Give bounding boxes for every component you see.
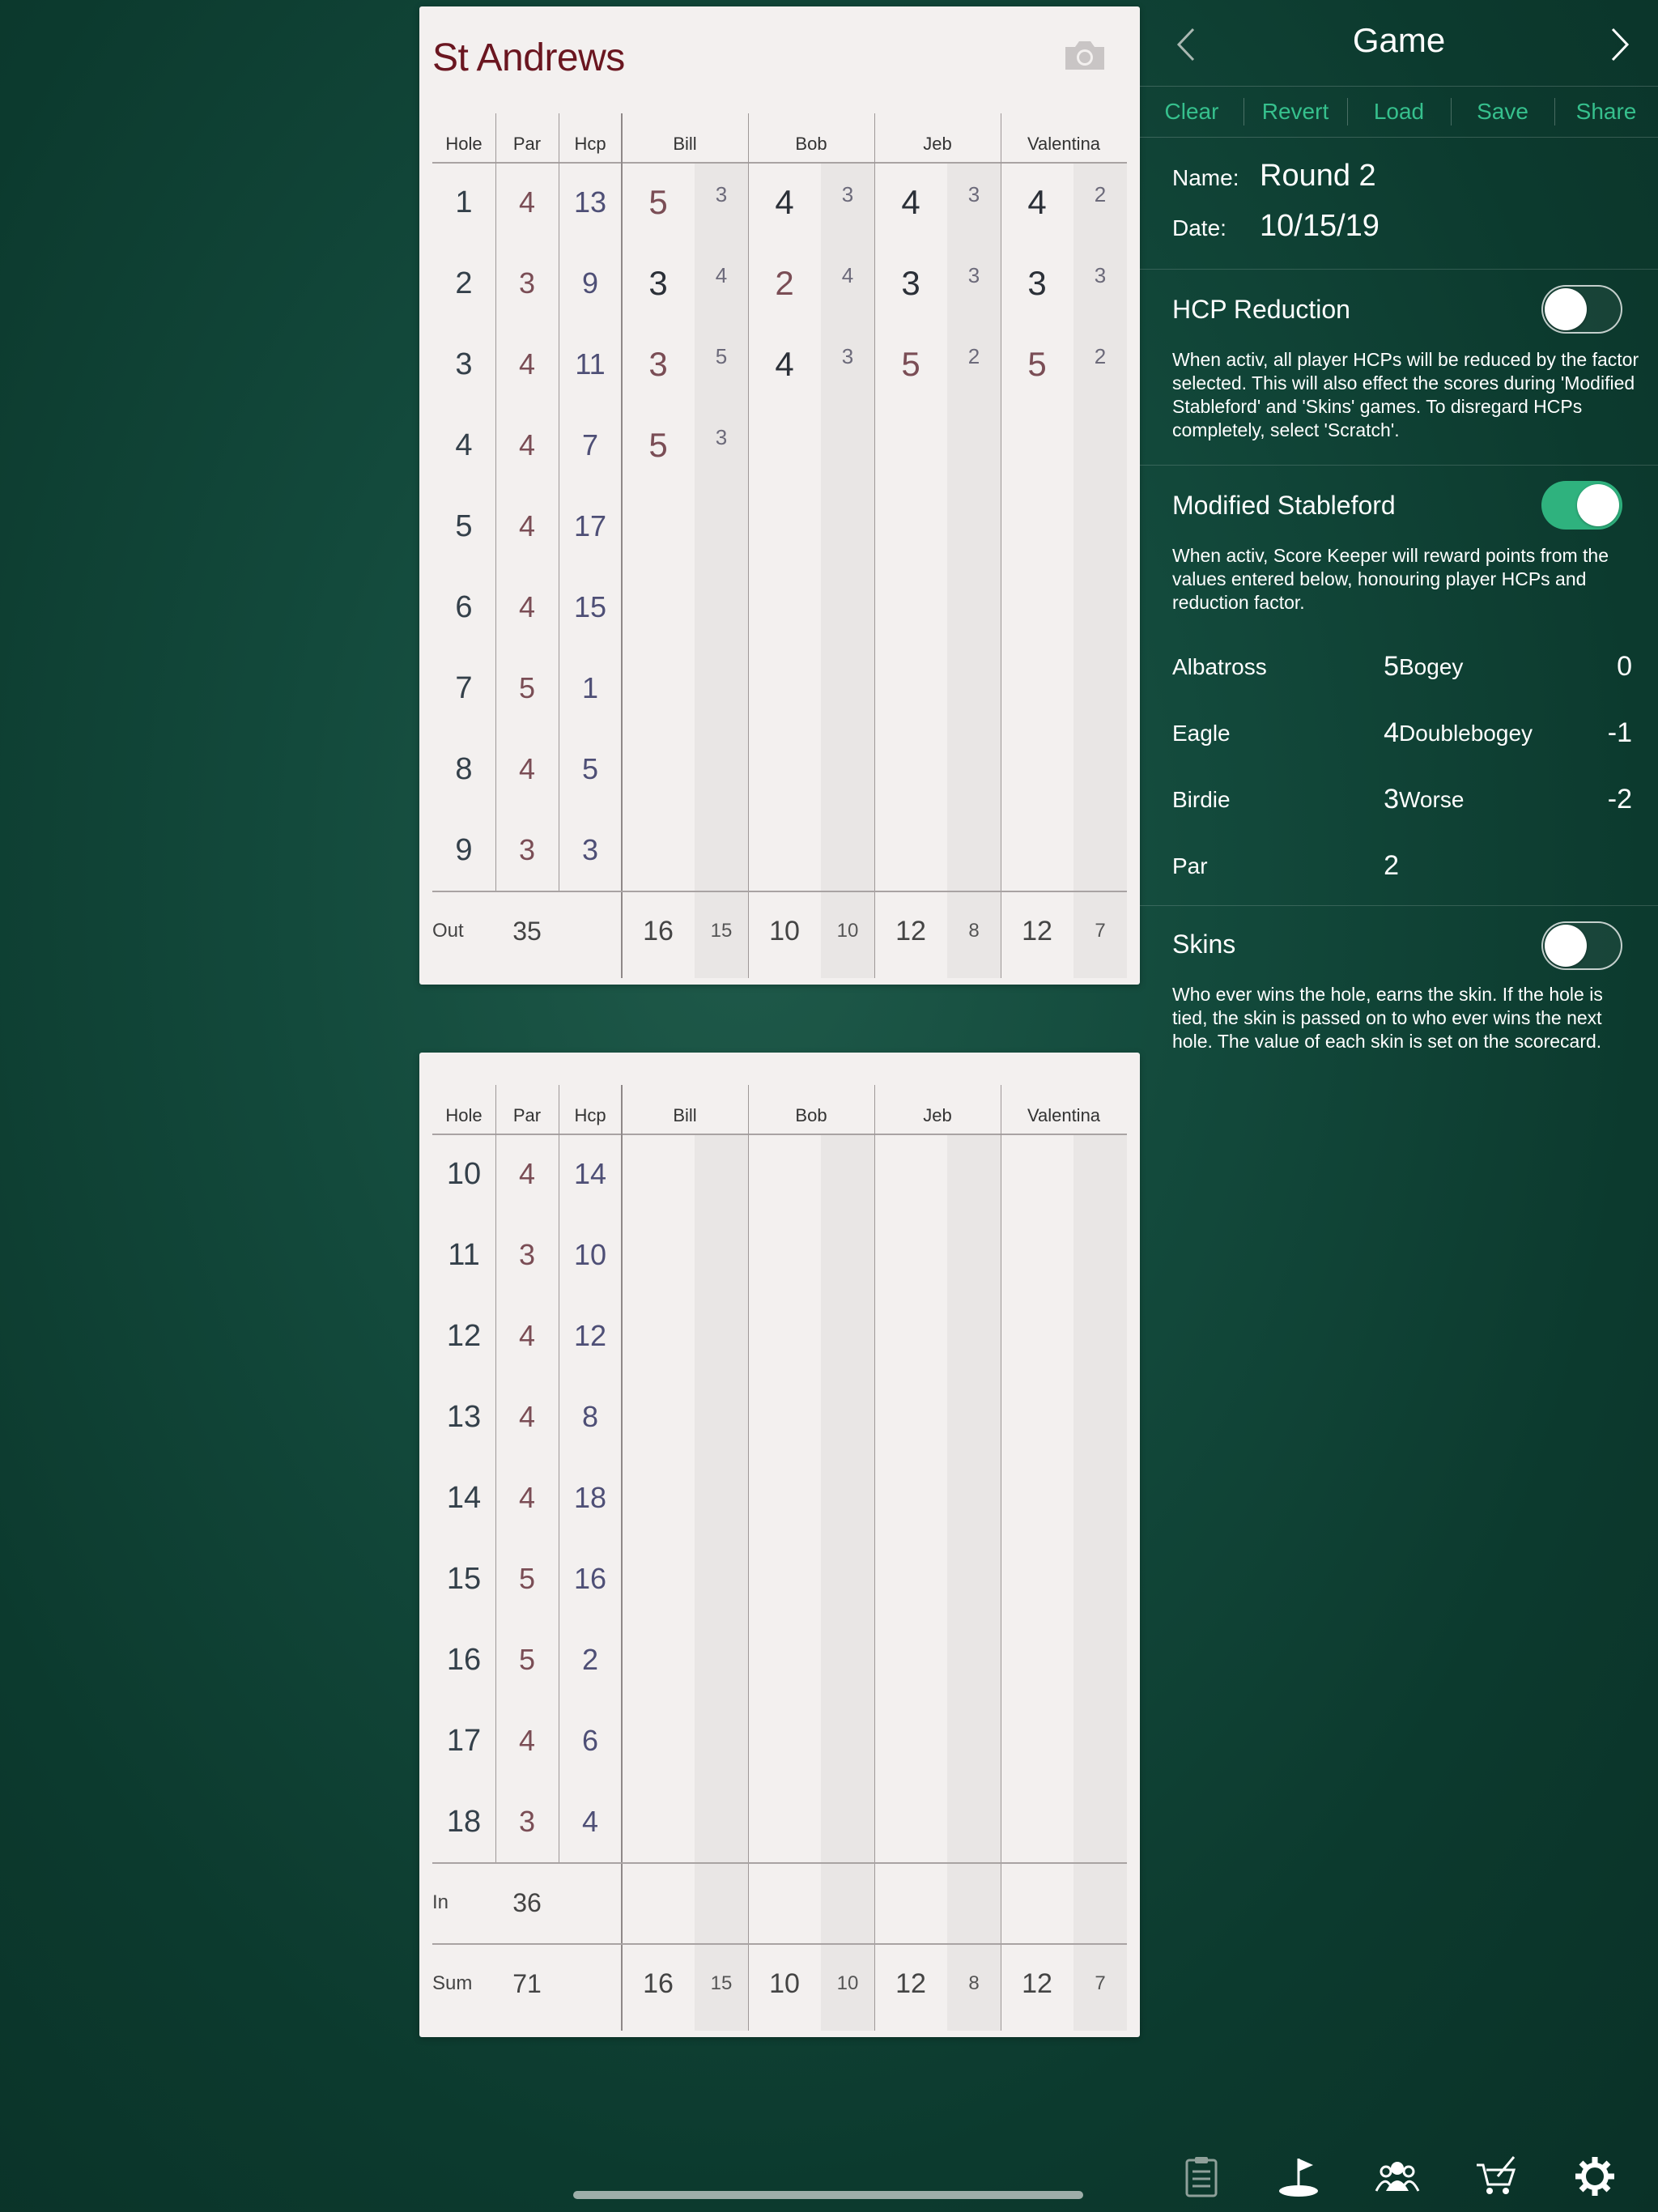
hole-row <box>432 243 1127 324</box>
player-stroke-score[interactable]: 4 <box>901 183 920 221</box>
hole-number: 16 <box>446 1643 482 1677</box>
action-toolbar <box>1140 86 1658 138</box>
hole-row <box>432 729 1127 810</box>
hole-par: 4 <box>518 509 536 542</box>
summary-par: 71 <box>512 1969 542 1998</box>
header-hcp: Hcp <box>574 1105 606 1125</box>
player-stableford-points <box>947 729 1001 810</box>
front-nine-grid <box>432 113 1127 978</box>
player-stroke-score[interactable] <box>1001 567 1073 648</box>
skins-toggle[interactable] <box>1541 921 1622 970</box>
stableford-title: Modified Stableford <box>1172 491 1396 520</box>
player-stroke-score[interactable] <box>622 729 695 810</box>
hole-hcp: 13 <box>573 185 607 219</box>
player-stroke-score[interactable] <box>1001 486 1073 567</box>
header-player-name: Bob <box>795 134 827 154</box>
hole-par: 4 <box>518 1724 536 1757</box>
player-total-strokes: 12 <box>1022 916 1052 946</box>
player-stableford-points <box>1073 729 1127 810</box>
hole-row <box>432 1781 1127 1862</box>
player-total-points: 10 <box>836 1972 859 1994</box>
hole-par: 5 <box>518 1643 536 1676</box>
home-indicator <box>573 2191 1083 2199</box>
player-stableford-points: 3 <box>967 263 980 287</box>
hole-row <box>432 1619 1127 1700</box>
player-stableford-points: 4 <box>715 263 728 287</box>
player-stroke-score[interactable] <box>748 729 821 810</box>
hole-par: 4 <box>518 752 536 785</box>
summary-par: 36 <box>512 1888 542 1917</box>
player-stableford-points <box>947 486 1001 567</box>
player-total-strokes: 10 <box>769 1968 800 1999</box>
player-stableford-points <box>1073 567 1127 648</box>
settings-gear-icon[interactable] <box>1572 2154 1618 2199</box>
hole-row <box>432 1295 1127 1376</box>
player-stableford-points <box>821 486 874 567</box>
player-stroke-score[interactable]: 2 <box>775 264 794 302</box>
player-stableford-points <box>821 567 874 648</box>
player-total-points: 8 <box>968 920 980 942</box>
hole-number: 13 <box>446 1400 482 1434</box>
hole-number: 17 <box>446 1724 482 1758</box>
toggle-knob <box>1577 484 1619 526</box>
player-stableford-points <box>947 567 1001 648</box>
hole-par: 3 <box>518 266 536 300</box>
player-stroke-score[interactable] <box>748 405 821 486</box>
player-total-strokes: 12 <box>1022 1968 1052 1999</box>
hole-hcp: 5 <box>581 752 599 785</box>
header-player-name: Jeb <box>923 1105 952 1125</box>
hole-row <box>432 810 1127 891</box>
player-stableford-points: 2 <box>1094 182 1107 206</box>
albatross-label: Albatross <box>1172 654 1267 679</box>
player-stableford-points <box>821 810 874 891</box>
hole-number: 7 <box>455 671 473 705</box>
player-total-points: 7 <box>1095 1972 1106 1994</box>
player-stroke-score[interactable]: 5 <box>648 183 668 221</box>
player-stroke-score[interactable] <box>622 648 695 729</box>
header-hole: Hole <box>445 134 483 154</box>
hole-number: 12 <box>446 1319 482 1353</box>
player-stableford-points <box>821 648 874 729</box>
hole-row <box>432 1376 1127 1457</box>
birdie-points[interactable]: 3 <box>1384 784 1399 815</box>
hole-hcp: 2 <box>581 1643 599 1676</box>
player-stroke-score[interactable]: 5 <box>901 345 920 383</box>
player-total-points: 7 <box>1095 920 1106 942</box>
header-player-name: Bill <box>673 1105 697 1125</box>
summary-row <box>432 891 1127 972</box>
hole-hcp: 17 <box>573 509 607 542</box>
save-button[interactable]: Save <box>1477 99 1528 124</box>
chevron-right-icon[interactable] <box>1603 24 1635 65</box>
stableford-toggle[interactable] <box>1541 481 1622 530</box>
revert-button[interactable]: Revert <box>1261 99 1329 124</box>
hole-hcp: 9 <box>581 266 599 300</box>
skins-description: Who ever wins the hole, earns the skin. If the hole is tied, the skin is passed on to who ever wins the next hole. The value of each skin is set on the scorecard. <box>1172 984 1603 1052</box>
hole-hcp: 8 <box>581 1400 599 1433</box>
player-stroke-score[interactable]: 5 <box>648 426 668 464</box>
hole-par: 4 <box>518 428 536 462</box>
hole-par: 4 <box>518 1400 536 1433</box>
hole-number: 15 <box>446 1562 482 1596</box>
hole-par: 3 <box>518 1805 536 1838</box>
player-stroke-score[interactable]: 4 <box>775 345 794 383</box>
hole-row <box>432 1700 1127 1781</box>
bogey-label: Bogey <box>1399 654 1464 679</box>
hole-par: 4 <box>518 347 536 381</box>
hole-hcp: 18 <box>573 1481 607 1514</box>
player-stroke-score[interactable] <box>622 567 695 648</box>
doublebogey-label: Doublebogey <box>1399 721 1533 746</box>
player-stableford-points <box>1073 486 1127 567</box>
header-hcp: Hcp <box>574 134 606 154</box>
player-stableford-points <box>1073 648 1127 729</box>
player-stroke-score[interactable] <box>1001 405 1073 486</box>
clear-button[interactable]: Clear <box>1164 99 1219 124</box>
hole-number: 14 <box>446 1481 482 1515</box>
hole-number: 9 <box>455 833 473 867</box>
summary-label: Out <box>432 920 464 942</box>
hole-row <box>432 567 1127 648</box>
hole-number: 8 <box>455 752 473 786</box>
player-total-strokes: 16 <box>643 916 674 946</box>
section-divider <box>1140 269 1658 270</box>
par-points[interactable]: 2 <box>1384 850 1399 881</box>
hole-par: 4 <box>518 590 536 623</box>
player-stableford-points <box>695 486 748 567</box>
player-stroke-score[interactable] <box>874 486 947 567</box>
player-stroke-score[interactable] <box>874 405 947 486</box>
summary-row <box>432 1943 1127 2024</box>
cart-icon[interactable] <box>1473 2154 1519 2199</box>
hole-row <box>432 648 1127 729</box>
back-nine-grid <box>432 1085 1127 2031</box>
bogey-points[interactable]: 0 <box>1617 651 1632 682</box>
hole-row <box>432 405 1127 486</box>
scorecard-icon[interactable] <box>1179 2154 1224 2199</box>
section-divider <box>1140 905 1658 906</box>
hole-row <box>432 1134 1127 1214</box>
date-label: Date: <box>1172 215 1226 240</box>
player-stroke-score[interactable]: 3 <box>648 345 668 383</box>
hole-number: 2 <box>455 266 473 300</box>
header-player-name: Bob <box>795 1105 827 1125</box>
hole-hcp: 10 <box>573 1238 607 1271</box>
summary-label: In <box>432 1891 449 1913</box>
toggle-knob <box>1545 288 1587 330</box>
column-header-row <box>432 113 1127 164</box>
player-stableford-points: 3 <box>841 344 854 368</box>
hole-hcp: 3 <box>581 833 599 866</box>
name-label: Name: <box>1172 165 1239 190</box>
eagle-points[interactable]: 4 <box>1384 717 1399 748</box>
player-total-points: 15 <box>710 1972 733 1994</box>
load-button[interactable]: Load <box>1373 99 1425 124</box>
hole-number: 1 <box>455 185 473 219</box>
hole-number: 5 <box>455 509 473 543</box>
player-stableford-points: 3 <box>967 182 980 206</box>
player-stroke-score[interactable] <box>874 567 947 648</box>
player-stroke-score[interactable] <box>874 810 947 891</box>
player-total-strokes: 16 <box>643 1968 674 1999</box>
player-stableford-points <box>947 810 1001 891</box>
header-par: Par <box>512 134 542 154</box>
player-stroke-score[interactable] <box>622 486 695 567</box>
hole-hcp: 15 <box>573 590 607 623</box>
player-stableford-points: 3 <box>841 182 854 206</box>
hole-par: 3 <box>518 833 536 866</box>
player-stroke-score[interactable] <box>1001 729 1073 810</box>
player-stableford-points: 3 <box>715 182 728 206</box>
albatross-points[interactable]: 5 <box>1384 651 1399 682</box>
player-stableford-points: 2 <box>1094 344 1107 368</box>
birdie-label: Birdie <box>1172 787 1231 812</box>
hole-hcp: 11 <box>575 347 606 381</box>
header-player-name: Valentina <box>1027 134 1101 154</box>
hole-par: 4 <box>518 1319 536 1352</box>
share-button[interactable]: Share <box>1575 99 1637 124</box>
hole-hcp: 12 <box>573 1319 607 1352</box>
section-divider <box>1140 465 1658 466</box>
hole-hcp: 4 <box>581 1805 599 1838</box>
hole-par: 5 <box>518 1562 536 1595</box>
stableford-description: When activ, Score Keeper will reward points from the values entered below, honouring player HCPs and reduction factor. <box>1172 545 1609 613</box>
hole-number: 18 <box>446 1805 482 1839</box>
hole-row <box>432 1214 1127 1295</box>
player-total-points: 15 <box>710 920 733 942</box>
eagle-label: Eagle <box>1172 721 1231 746</box>
player-stableford-points: 3 <box>1094 263 1107 287</box>
player-stroke-score[interactable] <box>748 567 821 648</box>
summary-par: 35 <box>512 917 542 946</box>
player-total-points: 8 <box>968 1972 980 1994</box>
player-stroke-score[interactable] <box>748 648 821 729</box>
hole-number: 10 <box>446 1157 482 1191</box>
player-stableford-points <box>695 729 748 810</box>
player-stroke-score[interactable] <box>874 729 947 810</box>
hole-number: 3 <box>455 347 473 381</box>
player-stableford-points: 5 <box>715 344 728 368</box>
player-stableford-points: 2 <box>967 344 980 368</box>
doublebogey-points[interactable]: -1 <box>1607 717 1632 748</box>
hole-row <box>432 162 1127 243</box>
player-stroke-score[interactable]: 3 <box>1027 264 1047 302</box>
player-stroke-score[interactable]: 3 <box>901 264 920 302</box>
hole-number: 11 <box>448 1238 480 1272</box>
player-stroke-score[interactable] <box>1001 648 1073 729</box>
player-stableford-points <box>947 648 1001 729</box>
panel-title: Game <box>1352 21 1446 59</box>
summary-row <box>432 1862 1127 1943</box>
header-player-name: Valentina <box>1027 1105 1101 1125</box>
player-stableford-points <box>821 729 874 810</box>
player-stableford-points: 3 <box>715 425 728 449</box>
skins-title: Skins <box>1172 929 1236 959</box>
player-stroke-score[interactable] <box>748 810 821 891</box>
player-stroke-score[interactable]: 3 <box>648 264 668 302</box>
hcp-reduction-description: When activ, all player HCPs will be reduced by the factor selected. This will also effect the scores during 'Modified Stableford' and 'Skins' games. To disregard HCPs completely, select 'Scratch'. <box>1172 349 1639 440</box>
hole-par: 4 <box>518 1157 536 1190</box>
hole-par: 4 <box>518 1481 536 1514</box>
hole-number: 6 <box>455 590 473 624</box>
player-stableford-points <box>1073 810 1127 891</box>
hole-number: 4 <box>455 428 473 462</box>
course-flag-icon[interactable] <box>1278 2154 1323 2199</box>
player-stroke-score[interactable] <box>622 810 695 891</box>
hcp-reduction-toggle[interactable] <box>1541 285 1622 334</box>
player-stroke-score[interactable]: 4 <box>775 183 794 221</box>
hole-par: 4 <box>518 185 536 219</box>
column-header-row <box>432 1085 1127 1135</box>
front-nine-scorecard <box>419 6 1140 985</box>
header-player-name: Jeb <box>923 134 952 154</box>
summary-label: Sum <box>432 1972 473 1994</box>
hole-hcp: 1 <box>581 671 599 704</box>
player-stroke-score[interactable] <box>874 648 947 729</box>
header-par: Par <box>512 1105 542 1125</box>
hole-row <box>432 486 1127 567</box>
players-icon[interactable] <box>1375 2154 1420 2199</box>
header-hole: Hole <box>445 1105 483 1125</box>
round-name-field[interactable]: Round 2 <box>1260 159 1376 193</box>
player-stableford-points <box>821 405 874 486</box>
toggle-knob <box>1545 925 1587 967</box>
hole-par: 5 <box>518 671 536 704</box>
player-stableford-points <box>695 648 748 729</box>
player-stroke-score[interactable]: 4 <box>1027 183 1047 221</box>
back-nine-scorecard <box>419 1053 1140 2037</box>
player-total-points: 10 <box>836 920 859 942</box>
hole-hcp: 7 <box>581 428 599 462</box>
hole-par: 3 <box>518 1238 536 1271</box>
player-stableford-points <box>947 405 1001 486</box>
header-player-name: Bill <box>673 134 697 154</box>
player-stableford-points <box>695 810 748 891</box>
player-total-strokes: 12 <box>895 916 926 946</box>
player-total-strokes: 12 <box>895 1968 926 1999</box>
worse-points[interactable]: -2 <box>1607 784 1632 815</box>
hole-row <box>432 1538 1127 1619</box>
hole-hcp: 6 <box>581 1724 599 1757</box>
hole-row <box>432 324 1127 405</box>
player-stroke-score[interactable] <box>748 486 821 567</box>
player-stroke-score[interactable] <box>1001 810 1073 891</box>
worse-label: Worse <box>1399 787 1465 812</box>
camera-icon[interactable] <box>1062 37 1107 73</box>
player-stableford-points <box>1073 405 1127 486</box>
player-stroke-score[interactable]: 5 <box>1027 345 1047 383</box>
hcp-reduction-title: HCP Reduction <box>1172 295 1350 324</box>
round-date-field[interactable]: 10/15/19 <box>1260 209 1380 243</box>
hole-row <box>432 1457 1127 1538</box>
course-title: St Andrews <box>432 36 625 79</box>
hole-hcp: 14 <box>573 1157 607 1190</box>
player-stableford-points <box>695 567 748 648</box>
par-points-label: Par <box>1172 853 1208 878</box>
hole-hcp: 16 <box>573 1562 607 1595</box>
player-total-strokes: 10 <box>769 916 800 946</box>
player-stableford-points: 4 <box>841 263 854 287</box>
